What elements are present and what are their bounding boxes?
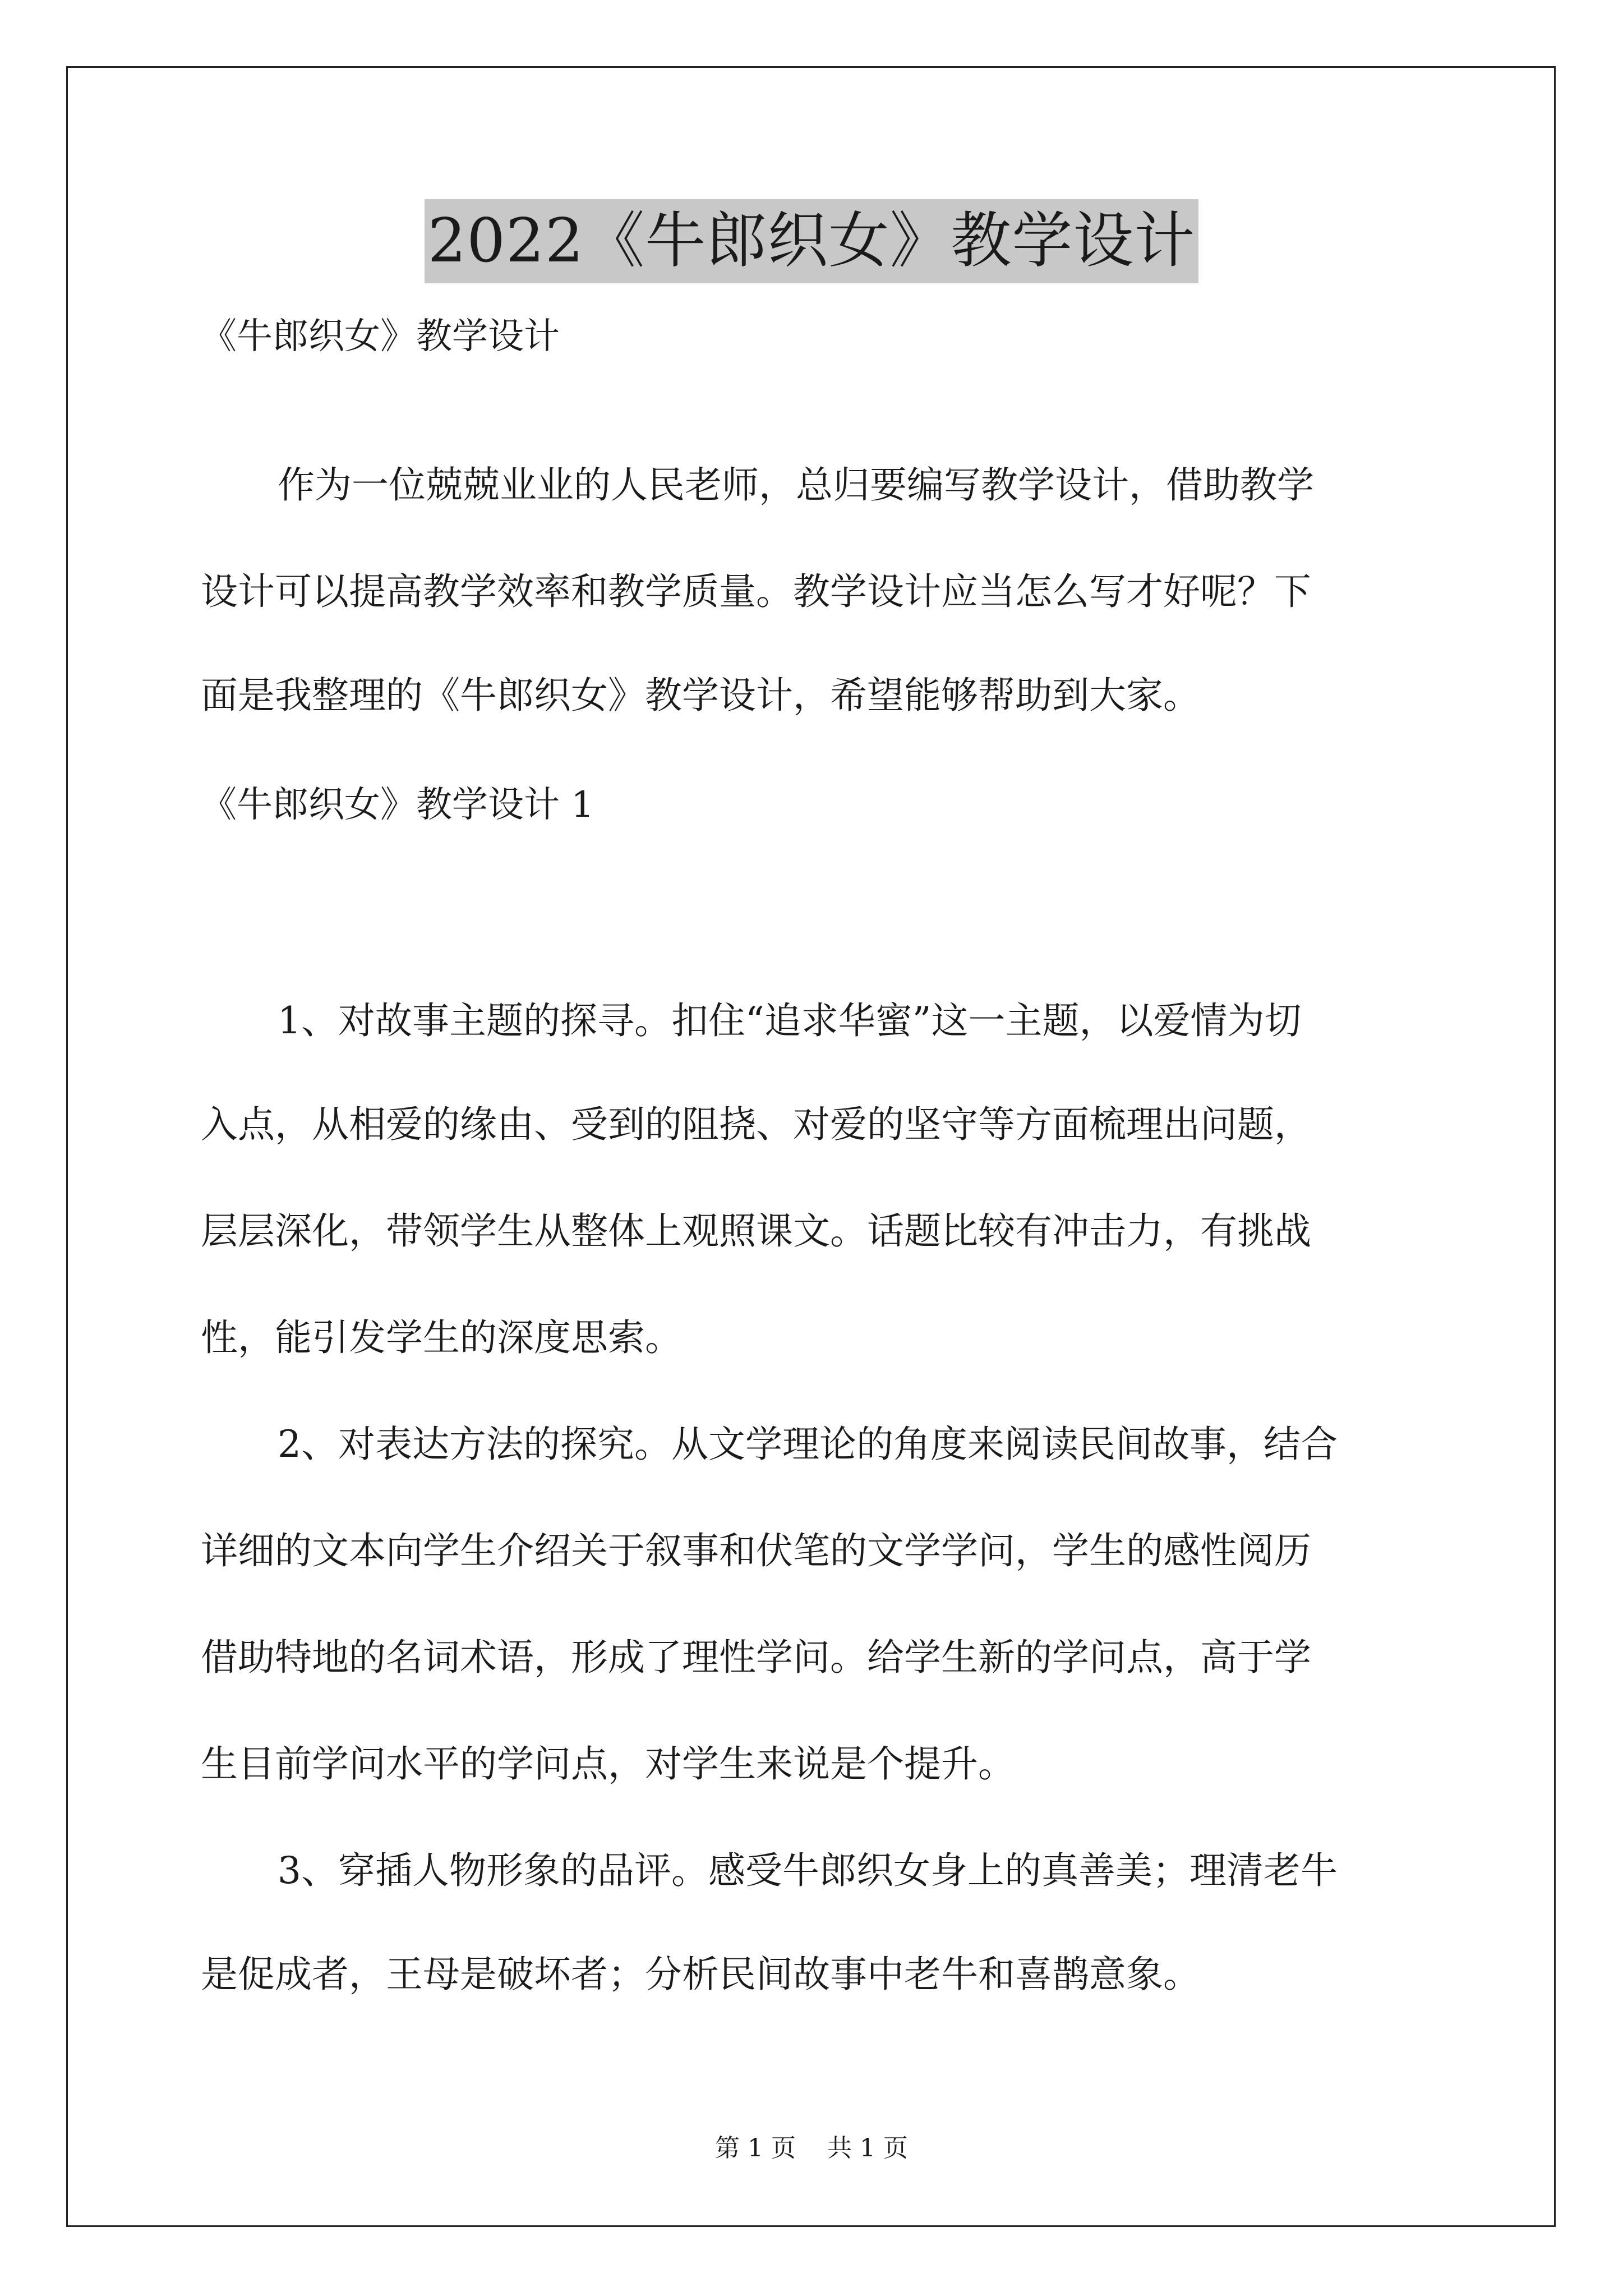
- point1-line-1: 1、对故事主题的探寻。扣住“追求华蜜”这一主题，以爱情为切: [278, 999, 1302, 1042]
- point3-line-1: 3、穿插人物形象的品评。感受牛郎织女身上的真善美；理清老牛: [278, 1849, 1338, 1892]
- point1-line-4: 性，能引发学生的深度思索。: [201, 1316, 682, 1359]
- point2-line-2: 详细的文本向学生介绍关于叙事和伏笔的文学学问，学生的感性阅历: [201, 1529, 1311, 1572]
- page-number-total: 共 1 页: [827, 2134, 908, 2162]
- document-title: 2022《牛郎织女》教学设计: [425, 199, 1199, 283]
- page-number-current: 第 1 页: [715, 2134, 796, 2162]
- intro-line-2: 设计可以提高教学效率和教学质量。教学设计应当怎么写才好呢？下: [201, 570, 1311, 613]
- point1-line-2: 入点，从相爱的缘由、受到的阻挠、对爱的坚守等方面梳理出问题，: [201, 1103, 1311, 1146]
- intro-line-1: 作为一位兢兢业业的人民老师，总归要编写教学设计，借助教学: [278, 463, 1314, 507]
- point2-line-1: 2、对表达方法的探究。从文学理论的角度来阅读民间故事，结合: [278, 1423, 1338, 1466]
- point2-line-3: 借助特地的名词术语，形成了理性学问。给学生新的学问点，高于学: [201, 1636, 1311, 1679]
- point2-line-4: 生目前学问水平的学问点，对学生来说是个提升。: [201, 1742, 1015, 1786]
- point3-line-2: 是促成者，王母是破坏者；分析民间故事中老牛和喜鹊意象。: [201, 1953, 1200, 1996]
- page-footer: [0, 2132, 1623, 2165]
- point1-line-3: 层层深化，带领学生从整体上观照课文。话题比较有冲击力，有挑战: [201, 1209, 1311, 1253]
- document-subtitle: 《牛郎织女》教学设计: [201, 316, 560, 357]
- intro-line-3: 面是我整理的《牛郎织女》教学设计，希望能够帮助到大家。: [201, 674, 1200, 717]
- section-heading: 《牛郎织女》教学设计 1: [201, 784, 594, 826]
- title-container: [0, 199, 1623, 283]
